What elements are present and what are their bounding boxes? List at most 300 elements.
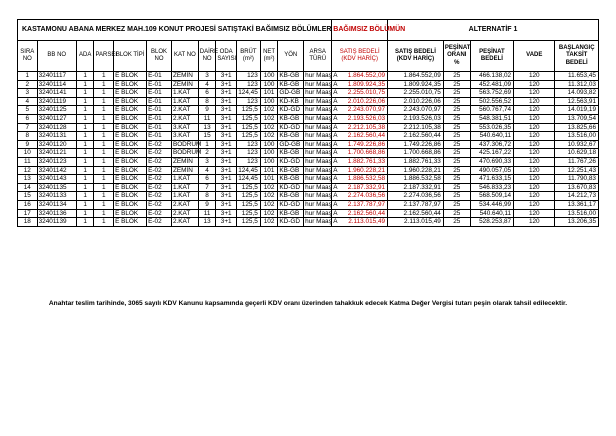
table-cell: 32401117 — [37, 72, 76, 81]
table-cell: 124,45 — [237, 175, 261, 184]
table-cell: BODRUM — [172, 149, 202, 157]
table-cell: hur Maaş A — [305, 114, 338, 122]
table-cell: 25 — [443, 140, 470, 149]
table-cell: KD-GD — [278, 183, 304, 192]
table-cell: E-01 — [147, 97, 172, 106]
table-cell: KB-GB — [278, 132, 304, 141]
table-cell: 1 — [76, 175, 94, 184]
table-cell: 32401139 — [37, 218, 76, 227]
table-cell: 1 — [94, 149, 114, 158]
table-cell: 2.010.226,06 — [388, 97, 444, 106]
column-header: NET (m²) — [260, 41, 278, 72]
table-cell: 25 — [443, 106, 470, 115]
table-row — [18, 209, 599, 218]
table-cell: 2.274.036,56 — [332, 192, 388, 201]
table-cell: 7 — [198, 183, 216, 192]
table-cell: E-02 — [147, 200, 172, 209]
table-cell: 100 — [260, 149, 278, 158]
table-cell: 25 — [443, 183, 470, 192]
table-cell: 102 — [260, 114, 278, 123]
table-cell: 11.312,03 — [555, 80, 599, 89]
table-cell: 3.KAT — [171, 123, 198, 132]
table-cell: 2.010.226,06 — [332, 97, 388, 106]
table-cell: E BLOK — [114, 183, 147, 192]
table-cell: 2.187.332,91 — [388, 183, 444, 192]
table-cell: 3 — [18, 89, 38, 98]
column-header: KAT NO — [171, 41, 198, 72]
table-cell: 1 — [94, 140, 114, 149]
table-cell: 1 — [76, 183, 94, 192]
table-cell: 10.629,18 — [555, 149, 599, 158]
table-cell: 101 — [260, 89, 278, 98]
table-cell: 125,5 — [237, 106, 261, 115]
table-cell: E-01 — [147, 80, 172, 89]
table-cell: 32401125 — [37, 106, 76, 115]
table-cell: 13 — [198, 123, 216, 132]
table-cell: 25 — [443, 166, 470, 175]
table-cell: 25 — [443, 97, 470, 106]
table-cell: 563.752,69 — [470, 89, 513, 98]
table-cell: 2 — [18, 80, 38, 89]
table-cell: 1.864.552,09 — [388, 72, 444, 81]
table-cell: 540.640,11 — [470, 132, 513, 141]
table-cell: 1.960.228,21 — [388, 166, 444, 175]
table-cell: 102 — [260, 106, 278, 115]
table-cell: 1 — [94, 132, 114, 141]
table-cell: 120 — [514, 166, 555, 175]
table-cell: 10.932,67 — [555, 140, 599, 149]
table-cell: 466.138,02 — [470, 72, 513, 81]
table-cell: 9 — [198, 106, 216, 115]
table-cell: 3+1 — [216, 209, 237, 218]
table-cell: 120 — [514, 123, 555, 132]
table-cell: 2.193.526,03 — [332, 114, 388, 123]
table-cell: 12 — [18, 166, 38, 175]
section-right-header: ALTERNATİF 1 — [388, 20, 599, 41]
table-cell: 1 — [94, 157, 114, 166]
column-header: SATIŞ BEDELİ (KDV HARİÇ) — [388, 41, 444, 72]
table-cell: 1 — [198, 140, 216, 149]
table-cell: 2.KAT — [171, 218, 198, 227]
table-cell: 32401136 — [37, 209, 76, 218]
table-cell: KD-GD — [278, 123, 304, 132]
table-cell: 13.825,66 — [555, 123, 599, 132]
table-cell: 32401135 — [37, 183, 76, 192]
table-cell: 9 — [18, 140, 38, 149]
table-cell: E BLOK — [114, 72, 147, 81]
table-cell: 3 — [198, 72, 216, 81]
table-cell: 1.882.761,33 — [332, 157, 388, 166]
table-cell: 6 — [198, 89, 216, 98]
table-cell: 124,45 — [237, 89, 261, 98]
table-cell: 100 — [260, 97, 278, 106]
table-cell: GD-GB — [278, 89, 304, 98]
table-row — [18, 123, 599, 132]
units-table — [17, 19, 599, 227]
table-cell: 470.690,33 — [470, 157, 513, 166]
table-cell: E BLOK — [114, 175, 147, 184]
table-cell: E BLOK — [114, 192, 147, 201]
table-cell: 123 — [237, 149, 261, 158]
column-header: BLOK TİPİ — [114, 41, 147, 72]
table-cell: 102 — [260, 200, 278, 209]
table-cell: 25 — [443, 192, 470, 201]
table-row — [18, 218, 599, 227]
table-cell: 3+1 — [216, 106, 237, 115]
table-cell: 100 — [260, 140, 278, 149]
table-cell: 101 — [260, 166, 278, 175]
table-cell: 4 — [198, 166, 216, 175]
table-cell: 16 — [18, 200, 38, 209]
table-cell: 25 — [443, 200, 470, 209]
table-cell: 2.KAT — [171, 200, 198, 209]
table-cell: 120 — [514, 106, 555, 115]
table-cell: E-01 — [147, 132, 172, 141]
table-cell: 124,45 — [237, 166, 261, 175]
table-cell: 18 — [18, 218, 38, 227]
table-cell: 2.193.526,03 — [388, 114, 444, 123]
table-cell: E-02 — [147, 149, 172, 158]
table-row — [18, 132, 599, 141]
table-cell: 102 — [260, 192, 278, 201]
table-cell: 123 — [237, 72, 261, 81]
table-cell: KB-GB — [278, 149, 304, 158]
table-cell: 1 — [94, 97, 114, 106]
table-cell: 3+1 — [216, 123, 237, 132]
table-row — [18, 200, 599, 209]
table-cell: E-02 — [147, 166, 172, 175]
table-cell: hur Maaş A — [305, 106, 338, 114]
table-cell: 1 — [76, 209, 94, 218]
table-cell: 125,5 — [237, 200, 261, 209]
column-header: ARSA TÜRÜ — [304, 41, 332, 72]
table-cell: 12.563,91 — [555, 97, 599, 106]
table-cell: 2.162.560,44 — [388, 132, 444, 141]
table-cell: 25 — [443, 132, 470, 141]
table-cell: 13 — [18, 175, 38, 184]
table-cell: KD-KB — [278, 97, 304, 106]
table-cell: 1.882.761,33 — [388, 157, 444, 166]
table-row — [18, 97, 599, 106]
table-cell: 4 — [18, 97, 38, 106]
table-cell: 120 — [514, 192, 555, 201]
column-header: PEŞİNAT BEDELİ — [470, 41, 513, 72]
footnote: Anahtar teslim tarihinde, 3065 sayılı KDV Kanunu kapsamında geçerli KDV oranı üzerinden tahakkuk edecek Katma Değer Vergisi tutarı peşin olarak tahsil edilecektir. — [48, 300, 568, 307]
table-cell: 1 — [76, 218, 94, 227]
column-header: ODA SAYISI — [216, 41, 237, 72]
table-cell: 3 — [198, 157, 216, 166]
table-row — [18, 183, 599, 192]
table-cell: E BLOK — [114, 89, 147, 98]
table-cell: 1.886.532,58 — [332, 175, 388, 184]
table-cell: 25 — [443, 72, 470, 81]
table-cell: 546.833,23 — [470, 183, 513, 192]
table-cell: 13.670,83 — [555, 183, 599, 192]
table-cell: E BLOK — [114, 114, 147, 123]
table-cell: E BLOK — [114, 149, 147, 158]
table-cell: hur Maaş A — [305, 209, 338, 217]
table-cell: 101 — [260, 175, 278, 184]
table-cell: 11 — [198, 209, 216, 218]
table-row — [18, 72, 599, 81]
table-cell: E BLOK — [114, 97, 147, 106]
table-cell: 32401142 — [37, 166, 76, 175]
table-cell: 8 — [198, 192, 216, 201]
table-cell: hur Maaş A — [305, 200, 338, 208]
table-cell: 100 — [260, 80, 278, 89]
table-cell: 2.255.010,75 — [388, 89, 444, 98]
column-header: BLOK NO — [147, 41, 172, 72]
table-cell: E BLOK — [114, 140, 147, 149]
table-cell: 11.790,83 — [555, 175, 599, 184]
column-header: DAİRE NO — [198, 41, 216, 72]
table-cell: 1 — [94, 123, 114, 132]
table-cell: 2.137.787,97 — [332, 200, 388, 209]
table-cell: 25 — [443, 80, 470, 89]
table-cell: E-01 — [147, 106, 172, 115]
table-cell: 32401143 — [37, 175, 76, 184]
table-cell: 1.749.226,86 — [388, 140, 444, 149]
table-row — [18, 89, 599, 98]
table-cell: 560.767,74 — [470, 106, 513, 115]
table-cell: E-02 — [147, 140, 172, 149]
table-cell: KB-GB — [278, 72, 304, 81]
table-cell: 1 — [76, 166, 94, 175]
table-cell: 1.809.924,35 — [388, 80, 444, 89]
table-cell: 2.KAT — [171, 209, 198, 218]
table-cell: 14.212,73 — [555, 192, 599, 201]
table-cell: 13.516,00 — [555, 209, 599, 218]
table-cell: 32401131 — [37, 132, 76, 141]
page-title: KASTAMONU ABANA MERKEZ MAH.109 KONUT PROJESİ SATIŞTAKİ BAĞIMSIZ BÖLÜMLER — [18, 20, 332, 41]
table-cell: 2.162.560,44 — [332, 132, 388, 141]
section-left-header: BAĞIMSIZ BÖLÜMÜN — [332, 20, 388, 41]
table-cell: 120 — [514, 183, 555, 192]
table-cell: 1 — [94, 175, 114, 184]
table-cell: 1 — [94, 183, 114, 192]
column-header: SIRA NO — [18, 41, 38, 72]
table-row — [18, 114, 599, 123]
column-header: BB NO — [37, 41, 76, 72]
table-cell: 102 — [260, 123, 278, 132]
table-cell: 32401128 — [37, 123, 76, 132]
table-cell: 1 — [76, 72, 94, 81]
table-cell: 534.446,99 — [470, 200, 513, 209]
table-cell: 7 — [18, 123, 38, 132]
table-cell: 125,5 — [237, 218, 261, 227]
table-cell: 102 — [260, 218, 278, 227]
table-cell: hur Maaş A — [305, 183, 338, 191]
table-cell: 32401121 — [37, 149, 76, 158]
table-cell: 471.633,15 — [470, 175, 513, 184]
table-cell: 8 — [18, 132, 38, 141]
table-cell: E-02 — [147, 175, 172, 184]
table-cell: 2.243.070,97 — [332, 106, 388, 115]
table-cell: KD-GD — [278, 218, 304, 227]
table-cell: 3+1 — [216, 89, 237, 98]
table-cell: 1 — [94, 166, 114, 175]
table-cell: 1 — [18, 72, 38, 81]
table-cell: 3+1 — [216, 132, 237, 141]
table-cell: 2.113.015,49 — [388, 218, 444, 227]
table-cell: 25 — [443, 149, 470, 158]
table-cell: 2.255.010,75 — [332, 89, 388, 98]
table-cell: 32401134 — [37, 200, 76, 209]
table-cell: E BLOK — [114, 166, 147, 175]
table-cell: 102 — [260, 183, 278, 192]
table-cell: 8 — [198, 97, 216, 106]
table-cell: hur Maaş A — [305, 72, 338, 79]
table-cell: 120 — [514, 89, 555, 98]
table-cell: 1 — [76, 149, 94, 158]
table-cell: 120 — [514, 200, 555, 209]
table-cell: 2 — [198, 149, 216, 158]
table-row — [18, 149, 599, 158]
table-cell: E-01 — [147, 89, 172, 98]
table-cell: 1 — [76, 132, 94, 141]
table-cell: 100 — [260, 157, 278, 166]
table-row — [18, 166, 599, 175]
table-cell: 15 — [198, 132, 216, 141]
table-cell: 425.167,22 — [470, 149, 513, 158]
table-cell: 125,5 — [237, 114, 261, 123]
table-cell: 1 — [94, 209, 114, 218]
table-cell: 1.749.226,86 — [332, 140, 388, 149]
table-cell: 3+1 — [216, 114, 237, 123]
table-cell: 528.253,87 — [470, 218, 513, 227]
table-cell: E BLOK — [114, 218, 147, 227]
table-cell: ZEMİN — [171, 72, 198, 81]
table-cell: hur Maaş A — [305, 132, 338, 140]
table-cell: 2.137.787,97 — [388, 200, 444, 209]
table-cell: hur Maaş A — [305, 166, 338, 174]
table-cell: ZEMİN — [171, 166, 198, 175]
table-cell: 25 — [443, 209, 470, 218]
table-cell: E-02 — [147, 157, 172, 166]
table-cell: 2.243.070,97 — [388, 106, 444, 115]
table-cell: 6 — [18, 114, 38, 123]
table-cell: hur Maaş A — [305, 123, 338, 131]
table-cell: 3+1 — [216, 218, 237, 227]
table-cell: KD-GD — [278, 157, 304, 166]
table-cell: 120 — [514, 132, 555, 141]
table-cell: ZEMİN — [171, 80, 198, 89]
table-cell: 1.886.532,58 — [388, 175, 444, 184]
table-cell: 125,5 — [237, 192, 261, 201]
column-header: SATIŞ BEDELİ (KDV HARİÇ) — [332, 41, 388, 72]
table-cell: 1 — [94, 106, 114, 115]
table-cell: 120 — [514, 72, 555, 81]
column-header-row — [18, 41, 599, 72]
table-cell: E-01 — [147, 123, 172, 132]
table-cell: 1.KAT — [171, 192, 198, 201]
table-cell: 2.113.015,49 — [332, 218, 388, 227]
table-cell: KB-GB — [278, 209, 304, 218]
table-cell: 32401127 — [37, 114, 76, 123]
table-cell: 3+1 — [216, 80, 237, 89]
table-cell: 3+1 — [216, 183, 237, 192]
table-cell: 13.206,35 — [555, 218, 599, 227]
table-cell: 125,5 — [237, 183, 261, 192]
table-cell: KB-GB — [278, 80, 304, 89]
table-cell: ZEMİN — [171, 157, 198, 166]
table-cell: 15 — [18, 192, 38, 201]
table-cell: 120 — [514, 140, 555, 149]
table-cell: 1.700.668,86 — [332, 149, 388, 158]
table-row — [18, 175, 599, 184]
table-row — [18, 140, 599, 149]
column-header: ADA — [76, 41, 94, 72]
table-cell: 5 — [18, 106, 38, 115]
table-cell: E BLOK — [114, 200, 147, 209]
column-header: YÖN — [278, 41, 304, 72]
table-cell: 10 — [18, 149, 38, 158]
table-row — [18, 106, 599, 115]
table-cell: 13.516,00 — [555, 132, 599, 141]
table-cell: 2.187.332,91 — [332, 183, 388, 192]
table-cell: 32401119 — [37, 97, 76, 106]
table-cell: KB-GB — [278, 114, 304, 123]
table-cell: 120 — [514, 175, 555, 184]
table-cell: 2.162.560,44 — [332, 209, 388, 218]
table-cell: 1 — [76, 97, 94, 106]
table-cell: 25 — [443, 89, 470, 98]
table-cell: 123 — [237, 157, 261, 166]
table-cell: 1.KAT — [171, 183, 198, 192]
table-cell: 123 — [237, 97, 261, 106]
table-cell: GD-GB — [278, 140, 304, 149]
table-cell: 452.481,09 — [470, 80, 513, 89]
table-cell: 25 — [443, 114, 470, 123]
table-cell: 120 — [514, 80, 555, 89]
table-cell: 32401114 — [37, 80, 76, 89]
column-header: BRÜT (m²) — [237, 41, 261, 72]
column-header: VADE — [514, 41, 555, 72]
table-cell: 12.251,43 — [555, 166, 599, 175]
table-cell: E BLOK — [114, 123, 147, 132]
table-cell: 1 — [76, 114, 94, 123]
table-cell: 25 — [443, 218, 470, 227]
table-cell: 548.381,51 — [470, 114, 513, 123]
table-cell: 2.212.105,38 — [388, 123, 444, 132]
table-cell: 120 — [514, 97, 555, 106]
table-cell: 32401123 — [37, 157, 76, 166]
table-cell: hur Maaş A — [305, 175, 338, 183]
table-cell: 3+1 — [216, 72, 237, 81]
table-cell: hur Maaş A — [305, 157, 338, 165]
table-cell: 1 — [94, 192, 114, 201]
table-cell: KD-GD — [278, 106, 304, 115]
table-cell: hur Maaş A — [305, 192, 338, 200]
table-cell: E-02 — [147, 183, 172, 192]
table-cell: 1.700.668,86 — [388, 149, 444, 158]
table-cell: E BLOK — [114, 209, 147, 218]
table-cell: 2.212.105,38 — [332, 123, 388, 132]
table-cell: 4 — [198, 80, 216, 89]
table-cell: 1 — [94, 200, 114, 209]
table-cell: 1.KAT — [171, 89, 198, 98]
table-cell: 120 — [514, 114, 555, 123]
table-cell: E-01 — [147, 114, 172, 123]
table-cell: 13 — [198, 218, 216, 227]
table-cell: E-02 — [147, 218, 172, 227]
table-cell: 6 — [198, 175, 216, 184]
table-cell: 32401120 — [37, 140, 76, 149]
table-cell: 123 — [237, 140, 261, 149]
table-cell: hur Maaş A — [305, 89, 338, 97]
table-cell: 2.KAT — [171, 106, 198, 115]
table-cell: 1 — [94, 89, 114, 98]
